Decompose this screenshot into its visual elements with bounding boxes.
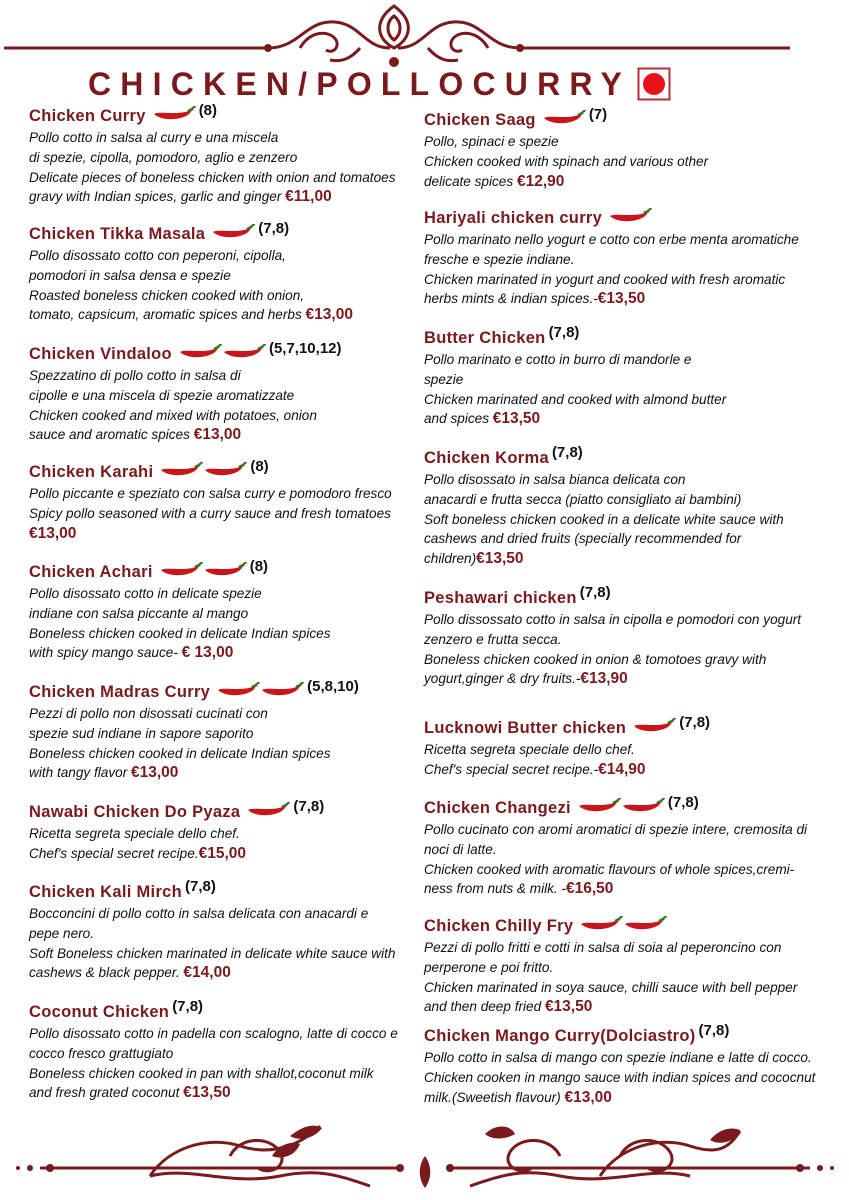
menu-item [424, 713, 834, 780]
dish-name: Chicken Achari [29, 562, 153, 581]
non-veg-marker-icon [637, 67, 671, 101]
page-title: CHICKEN/POLLOCURRY [88, 66, 632, 102]
dish-description [29, 584, 414, 663]
allergen-codes: (7,8) [679, 713, 711, 731]
dish-price: €13,00 [193, 426, 242, 444]
chili-pepper-icon [222, 343, 266, 361]
description-text: Pollo cotto in salsa di mango con spezie indiane e latte di cocco. Chicken cooken in mango sauce with indian spices and cococnut milk.(Sweetish flavour) [424, 1050, 816, 1105]
dish-description [424, 938, 834, 1017]
description-text: Pollo cotto in salsa al curry e una miscela di spezie, cipolla, pomodoro, aglio e zenzero Delicate pieces of boneless chicken with onion and tomatoes gravy with Indian spices, garlic and ginger [29, 130, 396, 205]
dish-name: Chicken Korma [424, 448, 549, 467]
spice-level [211, 223, 255, 241]
dish-name: Chicken Saag [424, 110, 536, 129]
menu-item [29, 101, 414, 207]
menu-item-header [424, 1021, 834, 1048]
dish-name: Chicken Madras Curry [29, 682, 211, 701]
spice-level [159, 561, 247, 579]
menu-item [424, 323, 834, 429]
chili-pepper-icon [203, 461, 247, 479]
chili-pepper-icon [579, 915, 623, 933]
allergen-codes: (7,8) [172, 997, 204, 1015]
dish-price: €13,00 [305, 306, 353, 324]
allergen-codes: (7,8) [698, 1021, 730, 1039]
menu-item [424, 793, 834, 899]
dish-price: € 13,00 [181, 644, 234, 662]
description-text: Pezzi di pollo non disossati cucinati con spezie sud indiane in sapore saporito Boneless chicken cooked in delicate Indian spices with tangy flavor [29, 706, 331, 781]
menu-item-header [29, 797, 414, 824]
dish-description [29, 484, 414, 543]
description-text: Pollo marinato nello yogurt e cotto con erbe menta aromatiche fresche e spezie indiane. Chicken marinated in yogurt and cooked with fresh aromatic herbs mints & indian spices.- [424, 232, 799, 307]
chili-pepper-icon [542, 109, 586, 127]
title-row [88, 62, 671, 106]
spice-level [542, 109, 586, 127]
dish-description [29, 246, 414, 325]
allergen-codes: (7,8) [258, 219, 290, 237]
dish-name: Chicken Chilly Fry [424, 916, 574, 935]
menu-item [29, 219, 414, 325]
menu-item [29, 797, 414, 864]
dish-price: €13,50 [476, 550, 524, 568]
menu-item-header [29, 677, 414, 704]
dish-price: €14,00 [183, 964, 231, 982]
chili-pepper-icon [260, 681, 304, 699]
chili-pepper-icon [608, 207, 652, 225]
dish-description [424, 1048, 834, 1107]
dish-description [424, 350, 834, 429]
description-text: Pollo piccante e speziato con salsa curry e pomodoro fresco Spicy pollo seasoned with a curry sauce and fresh tomatoes [29, 486, 392, 521]
menu-item [29, 997, 414, 1103]
allergen-codes: (7,8) [293, 797, 325, 815]
allergen-codes: (8) [198, 101, 218, 119]
dish-name: Chicken Kali Mirch [29, 882, 183, 901]
spice-level [216, 681, 304, 699]
description-text: Pollo disossato cotto in delicate spezie indiane con salsa piccante al mango Boneless chicken cooked in delicate Indian spices with spicy mango sauce- [29, 586, 331, 661]
dish-description [29, 704, 414, 783]
top-ornament [0, 0, 849, 70]
description-text: Ricetta segreta speciale dello chef. Chef's special secret recipe. [29, 826, 240, 861]
description-text: Bocconcini di pollo cotto in salsa delicata con anacardi e pepe nero. Soft Boneless chicken marinated in delicate white sauce with cashews & black pepper. [29, 906, 396, 981]
dish-name: Peshawari chicken [424, 588, 577, 607]
dish-description [424, 610, 834, 689]
dish-name: Chicken Curry [29, 106, 146, 125]
dish-price: €13,00 [564, 1088, 612, 1106]
chili-pepper-icon [621, 797, 665, 815]
dish-price: €16,50 [566, 880, 614, 898]
description-text: Pollo cucinato con aromi aromatici di spezie intere, cremosita di noci di latte. Chicken cooked with aromatic flavours of whole spices,cremi- ness from nuts & milk. - [424, 822, 808, 897]
dish-name: Butter Chicken [424, 328, 546, 347]
dish-price: €13,00 [131, 764, 179, 782]
menu-item [29, 457, 414, 543]
chili-pepper-icon [159, 561, 203, 579]
menu-item-header [424, 713, 834, 740]
description-text: Pollo marinato e cotto in burro di mandorle e spezie Chicken marinated and cooked with almond butter and spices [424, 352, 727, 427]
description-text: Pollo disossato in salsa bianca delicata con anacardi e frutta secca (piatto consigliato ai bambini) Soft boneless chicken cooked in a delicate white sauce with cashews and dried fruits (specially recommended for children) [424, 472, 784, 567]
allergen-codes: (7) [588, 105, 608, 123]
allergen-codes: (7,8) [579, 583, 611, 601]
menu-item [29, 557, 414, 663]
dish-name: Chicken Vindaloo [29, 344, 172, 363]
dish-description [29, 904, 414, 983]
dish-description [424, 132, 834, 191]
menu-item-header [29, 339, 414, 366]
description-text: Spezzatino di pollo cotto in salsa di cipolle e una miscela di spezie aromatizzate Chicken cooked and mixed with potatoes, onion sauce and aromatic spices [29, 368, 317, 443]
menu-item [29, 877, 414, 983]
dish-price: €13,50 [544, 998, 593, 1016]
dish-description [424, 740, 834, 780]
spice-level [577, 797, 665, 815]
spice-level [159, 461, 247, 479]
dish-price: €11,00 [285, 188, 332, 206]
allergen-codes: (7,8) [185, 877, 216, 895]
dish-price: €13,00 [29, 524, 77, 542]
menu-item [424, 105, 834, 191]
dish-description [424, 230, 834, 309]
chili-pepper-icon [577, 797, 621, 815]
description-text: Pollo disossato cotto in padella con scalogno, latte di cocco e cocco fresco grattugiato Boneless chicken cooked in pan with shallot,coconut milk and fresh grated coconut [29, 1026, 398, 1101]
allergen-codes: (7,8) [667, 793, 699, 811]
menu-item-header [424, 105, 834, 132]
menu-item-header [29, 557, 414, 584]
description-text: Pollo disossato cotto con peperoni, cipolla, pomodori in salsa densa e spezie Roasted boneless chicken cooked with onion, tomato, capsicum, aromatic spices and herbs [29, 248, 305, 323]
allergen-codes: (5,7,10,12) [268, 339, 342, 357]
menu-item-header [29, 457, 414, 484]
dish-description [424, 820, 834, 899]
allergen-codes: (8) [249, 557, 269, 575]
dish-name: Chicken Karahi [29, 462, 154, 481]
chili-pepper-icon [152, 105, 196, 123]
chili-pepper-icon [216, 681, 260, 699]
dish-price: €12,90 [516, 172, 565, 190]
dish-price: €13,50 [492, 410, 541, 428]
menu-item [424, 443, 834, 569]
dish-name: Chicken Tikka Masala [29, 224, 206, 243]
dish-name: Hariyali chicken curry [424, 208, 603, 227]
allergen-codes: (7,8) [548, 323, 580, 341]
chili-pepper-icon [623, 915, 667, 933]
dish-name: Chicken Changezi [424, 798, 571, 817]
menu-item-header [424, 793, 834, 820]
dish-price: €14,90 [598, 760, 646, 778]
dish-price: €15,00 [198, 844, 246, 862]
spice-level [178, 343, 266, 361]
menu-item [424, 1021, 834, 1107]
chili-pepper-icon [159, 461, 203, 479]
menu-item-header [424, 323, 834, 350]
menu-item [29, 339, 414, 445]
menu-item-header [29, 101, 414, 128]
dish-price: €13,50 [183, 1084, 231, 1102]
chili-pepper-icon [203, 561, 247, 579]
menu-item [424, 914, 834, 1017]
menu-item [29, 677, 414, 783]
dish-description [29, 824, 414, 864]
spice-level [608, 207, 652, 225]
dish-description [29, 1024, 414, 1103]
menu-item-header [424, 583, 834, 610]
dish-description [29, 366, 414, 445]
dish-description [29, 128, 414, 207]
dish-price: €13,50 [597, 290, 646, 308]
spice-level [246, 801, 290, 819]
allergen-codes: (7,8) [551, 443, 583, 461]
bottom-ornament [0, 1116, 849, 1200]
allergen-codes: (5,8,10) [307, 677, 359, 695]
menu-item-header [29, 219, 414, 246]
dish-price: €13,90 [580, 670, 628, 688]
menu-item-header [424, 443, 834, 470]
menu-item-header [424, 914, 834, 938]
dish-name: Nawabi Chicken Do Pyaza [29, 802, 241, 821]
chili-pepper-icon [632, 717, 676, 735]
description-text: Pollo, spinaci e spezie Chicken cooked with spinach and various other delicate spices [424, 134, 709, 189]
dish-name: Coconut Chicken [29, 1002, 170, 1021]
menu-item [424, 206, 834, 309]
spice-level [579, 915, 667, 933]
description-text: Ricetta segreta speciale dello chef. Chef's special secret recipe.- [424, 742, 635, 777]
menu-item-header [29, 997, 414, 1024]
spice-level [152, 105, 196, 123]
dish-name: Chicken Mango Curry(Dolciastro) [424, 1026, 696, 1045]
chili-pepper-icon [246, 801, 290, 819]
description-text: Pezzi di pollo fritti e cotti in salsa di soia al peperoncino con perperone e poi fritto. Chicken marinated in soya sauce, chilli sauce with bell pepper and then deep fried [424, 940, 798, 1015]
dish-name: Lucknowi Butter chicken [424, 718, 627, 737]
spice-level [632, 717, 676, 735]
chili-pepper-icon [178, 343, 222, 361]
menu-item-header [424, 206, 834, 230]
chili-pepper-icon [211, 223, 255, 241]
menu-item-header [29, 877, 414, 904]
allergen-codes: (8) [250, 457, 269, 475]
dish-description [424, 470, 834, 569]
menu-item [424, 583, 834, 689]
description-text: Pollo dissossato cotto in salsa in cipolla e pomodori con yogurt zenzero e frutta secca. Boneless chicken cooked in onion & tomotoes gravy with yogurt,ginger & dry fruits.- [424, 612, 802, 687]
